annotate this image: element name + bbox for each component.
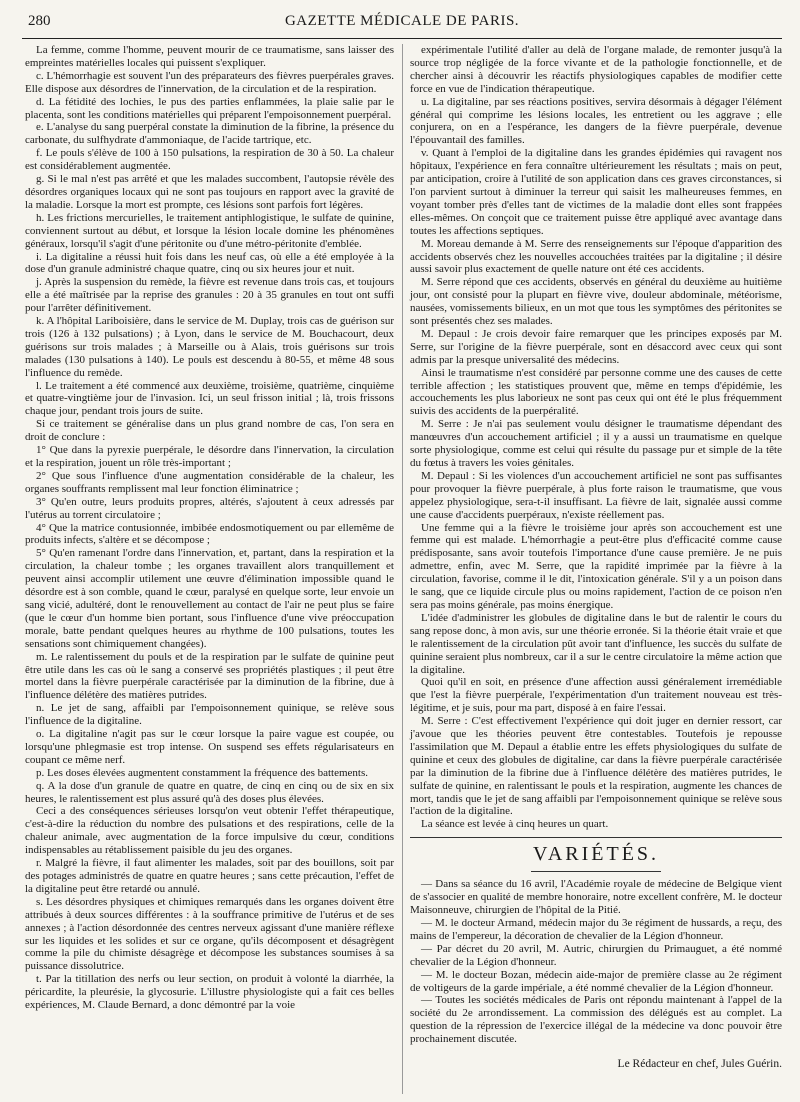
article-paragraph: t. Par la titillation des nerfs ou leur section, on produit à volonté la diarrhée, la péricardite, la pleurésie, la glycosurie. L'illustre physiologiste qui a fait ces belles expériences, M. Claude Bernard, a donc démontré par la voie [25, 973, 394, 1012]
left-column [25, 44, 394, 1094]
news-item: — M. le docteur Armand, médecin major du 3e régiment de hussards, a reçu, des mains de l'empereur, la décoration de chevalier de la Légion d'honneur. [410, 917, 782, 942]
article-paragraph: M. Serre : C'est effectivement l'expérience qui doit juger en dernier ressort, car j'avoue que les théories peuvent être contestables. Toutefois je repousse l'assimilation que M. Depaul a établie entre les effets physiologiques du sulfate de quinine et ceux des globules de digitaline, car dans la fièvre puerpérale caractérisée par la diminution de la fibrine due à l'influence délétère des matières putrides, le sulfate de quinine, en ralentissant le pouls et la respiration, augmente les chances de mort, tandis que le jet de sang affaibli par l'empoisonnement quinique se relève sous l'action de la digitaline. [410, 715, 782, 818]
article-paragraph: k. A l'hôpital Lariboisière, dans le service de M. Duplay, trois cas de guérison sur trois (126 à 132 pulsations) ; à Lyon, dans le service de M. Bouchacourt, deux guérisons sur trois malades ; à Marseille ou à Alais, trois guérisons sur trois malades (130 pulsations à 140). Le pouls est descendu à 80-55, et même 48 sous l'influence du remède. [25, 315, 394, 379]
article-paragraph: 5° Qu'en ramenant l'ordre dans l'innervation, et, partant, dans la respiration et la circulation, la chaleur tombe ; les organes travaillent alors tranquillement et peuvent ainsi accomplir utilement une œuvre d'élimination impossible quand le désordre est à son comble, quand le cœur, paralysé en quelque sorte, leur envoie un sang vicié, adultéré, dont le renouvellement au contact de l'air ne peut plus se faire (que le cœur d'un homme bien portant, sous l'influence d'une vive préoccupation morale, batte pendant quelques heures au rhythme de 100 pulsations, toutes les sensations sont chimiquement changées). [25, 547, 394, 650]
article-paragraph: Une femme qui a la fièvre le troisième jour après son accouchement est une femme qui est malade. L'hémorrhagie a peut-être plus d'efficacité comme cause prédisposante, sans avoir toutefois l'importance d'une cause première. Je ne puis admettre, enfin, avec M. Serre, que la rapidité imprimée par la fièvre à la circulation, favorise, comme il le dit, l'intoxication générale. S'il y a un poison dans le sang, que ce liquide circule plus ou moins rapidement, l'action de ce poison n'en sera pas moins générale, pas moins énergique. [410, 521, 782, 611]
article-paragraph: p. Les doses élevées augmentent constamment la fréquence des battements. [36, 766, 369, 779]
article-paragraph: M. Depaul : Si les violences d'un accouchement artificiel ne sont pas suffisantes pour provoquer la fièvre puerpérale, à plus forte raison le traumatisme, que vous appelez physiologique, sera-t-il insuffisant. La fièvre de lait, signalée aussi comme une cause d'accidents puerpéraux, n'existe réellement pas. [410, 469, 782, 521]
article-paragraph: e. L'analyse du sang puerpéral constate la diminution de la fibrine, la présence du carbonate, du sulfhydrate d'ammoniaque, de l'acide tartrique, etc. [25, 121, 394, 147]
article-paragraph: v. Quant à l'emploi de la digitaline dans les grandes épidémies qui ravagent nos hôpitaux, l'expérience en fera connaître ultérieurement les résultats ; mais on peut, par anticipation, croire à l'utilité de son application dans ces graves circonstances, si l'on parvient surtout à diminuer la terreur qui saisit les malheureuses femmes, en voyant tomber près d'elles tant de victimes de la maladie dont elles sont frappées elles-mêmes. On conçoit que ce traitement puisse être appliqué avec avantage dans toutes les affections septiques. [410, 147, 782, 237]
news-item: — M. le docteur Bozan, médecin aide-major de première classe au 2e régiment de voltigeurs de la garde impériale, a été nommé chevalier de la Légion d'honneur. [410, 968, 782, 994]
article-paragraph: n. Le jet de sang, affaibli par l'empoisonnement quinique, se relève sous l'influence de la digitaline. [25, 702, 394, 728]
editor-signature: Le Rédacteur en chef, Jules Guérin. [617, 1058, 782, 1071]
article-paragraph: m. Le ralentissement du pouls et de la respiration par le sulfate de quinine peut être utile dans les cas où le sang a conservé ses propriétés plastiques ; il peut être mortel dans la fièvre puerpérale caractérisée par la diminution de la fibrine, due à l'influence délétère des matières putrides. [25, 650, 394, 702]
news-item: — Toutes les sociétés médicales de Paris ont répondu maintenant à l'appel de la société du 2e arrondissement. La commission des délégués est au complet. La question de la répression de l'exercice illégal de la médecine va donc pouvoir être prochainement discutée. [410, 994, 782, 1046]
article-paragraph: s. Les désordres physiques et chimiques remarqués dans les organes doivent être attribués à deux sources différentes : à la souffrance primitive de l'utérus et de ses annexes ; à l'action désordonnée des centres nerveux agissant d'une manière réflexe sur les liquides et les solides et sur ce organe, qu'ils décomposent et désagrègent comme la pile du chimiste désagrège et décompose les substances soumises à sa puissance dissolutrice. [25, 895, 394, 973]
section-rule [410, 837, 782, 838]
page-number: 280 [28, 13, 51, 29]
article-paragraph: M. Depaul : Je crois devoir faire remarquer que les principes exposés par M. Serre, sur l'origine de la fièvre puerpérale, sont en désaccord avec ceux qui sont admis par la presque universalité des médecins. [410, 327, 782, 366]
article-paragraph: M. Serre répond que ces accidents, observés en général du deuxième au huitième jour, ont consisté pour la plupart en fièvre vive, douleur abdominale, météorisme, nausées, vomissements bilieux, en un mot que tous les symptômes des péritonites se sont présentés chez ses malades. [410, 276, 782, 328]
article-paragraph: Ainsi le traumatisme n'est considéré par personne comme une des causes de cette terrible affection ; les statistiques prouvent que, même en temps d'épidémie, les accouchements les plus laborieux ne sont pas ceux qui ont été le plus fréquemment suivis des accidents de la puerpéralité. [410, 366, 782, 418]
journal-title: GAZETTE MÉDICALE DE PARIS. [284, 13, 520, 29]
article-paragraph: La femme, comme l'homme, peuvent mourir de ce traumatisme, sans laisser des empreintes matérielles locales qui puissent s'expliquer. [25, 44, 394, 69]
article-paragraph: r. Malgré la fièvre, il faut alimenter les malades, soit par des bouillons, soit par des potages administrés de quatre en quatre heures ; sans cette précaution, l'effet de la digitaline peut être retardé ou annulé. [25, 857, 394, 895]
heading-underline [531, 871, 661, 872]
varietes-list [410, 878, 782, 1046]
article-paragraph: f. Le pouls s'élève de 100 à 150 pulsations, la respiration de 30 à 50. La chaleur est considérablement augmentée. [25, 147, 394, 173]
article-paragraph: Quoi qu'il en soit, en présence d'une affection aussi généralement irremédiable que l'est la fièvre puerpérale, l'expérimentation d'un traitement nouveau est très-légitime, et je suis, pour ma part, disposé à en faire l'essai. [410, 676, 782, 715]
news-item: — Dans sa séance du 16 avril, l'Académie royale de médecine de Belgique vient de s'associer en qualité de membre honoraire, notre excellent confrère, M. le docteur Maisonneuve, chirurgien de l'hôpital de la Pitié. [410, 878, 782, 917]
article-paragraph: d. La fétidité des lochies, le pus des parties enflammées, la plaie salie par le placenta, sont les conditions matérielles qui préparent l'empoisonnement puerpéral. [25, 95, 394, 121]
news-item: — Par décret du 20 avril, M. Autric, chirurgien du Primauguet, a été nommé chevalier de la Légion d'honneur. [410, 942, 782, 968]
column-divider [402, 44, 403, 1094]
article-paragraph: expérimentale l'utilité d'aller au delà de l'organe malade, de remonter jusqu'à la source trop négligée de la force vivante et de la pathologie fonctionnelle, et de chercher ainsi à découvrir les réactifs physiologiques capables de modifier cette force en vue de l'indication thérapeutique. [410, 44, 782, 95]
varietes-heading: VARIÉTÉS. [532, 843, 660, 866]
right-column [410, 44, 782, 1094]
article-paragraph: l. Le traitement a été commencé aux deuxième, troisième, quatrième, cinquième et quatre-vingtième jour de l'invasion. Ici, un seul frisson initial ; là, trois frissons chaque jour, pendant trois jours de suite. [25, 379, 394, 418]
page-header [22, 13, 782, 35]
article-paragraph: Si ce traitement se généralise dans un plus grand nombre de cas, l'on sera en droit de conclure : [25, 418, 394, 444]
article-paragraph: c. L'hémorrhagie est souvent l'un des préparateurs des fièvres puerpérales graves. Elle dispose aux désordres de l'innervation, de la circulation et de la respiration. [25, 69, 394, 95]
article-paragraph: o. La digitaline n'agit pas sur le cœur lorsque la paire vague est coupée, ou lorsqu'une phlegmasie est trop intense. On suspend ses effets régularisateurs en coupant ce même nerf. [25, 728, 394, 766]
article-paragraph: 2° Que sous l'influence d'une augmentation considérable de la chaleur, les organes souffrants remplissent mal leur fonction éliminatrice ; [25, 469, 394, 495]
article-paragraph: 3° Qu'en outre, leurs produits propres, altérés, s'ajoutent à ceux adressés par l'utérus au torrent circulatoire ; [25, 495, 394, 521]
article-paragraph: Ceci a des conséquences sérieuses lorsqu'on veut obtenir l'effet thérapeutique, c'est-à-dire la réduction du nombre des pulsations et des respirations, celle de la chaleur animale, avec augmentation de la force impulsive du cœur, conditions indispensables au rétablissement paisible du jeu des organes. [25, 805, 394, 857]
article-paragraph: L'idée d'administrer les globules de digitaline dans le but de ralentir le cours du sang repose donc, à mon avis, sur une théorie erronée. Si la théorie était vraie et que le ralentissement de la circulation pût avoir tant d'influence, les succès du sulfate de quinine seraient plus nombreux, car il a sur le centre circulatoire la même action que la digitaline. [410, 611, 782, 676]
session-closing: La séance est levée à cinq heures un quart. [421, 818, 609, 831]
article-paragraph: i. La digitaline a réussi huit fois dans les neuf cas, où elle a été employée à la dose d'un granule administré chaque quatre, cinq ou six heures jour et nuit. [25, 250, 394, 276]
article-paragraph: j. Après la suspension du remède, la fièvre est revenue dans trois cas, et toujours elle a été maîtrisée par la reprise des granules : 20 à 35 granules en tout ont suffi pour l'arrêter définitivement. [25, 276, 394, 315]
header-rule [22, 38, 782, 39]
article-paragraph: u. La digitaline, par ses réactions positives, servira désormais à dégager l'élément général qui comprime les lésions locales, les entretient ou les aggrave ; elle conjurera, on en a l'espérance, les dangers de la fièvre puerpérale, devenue l'épouvantail des familles. [410, 95, 782, 147]
article-paragraph: g. Si le mal n'est pas arrêté et que les malades succombent, l'autopsie révèle des désordres organiques locaux qui ne sont pas toujours en rapport avec la gravité de la maladie. Lorsque la mort est prompte, ces lésions sont parfois fort légères. [25, 173, 394, 211]
article-paragraph: h. Les frictions mercurielles, le traitement antiphlogistique, le sulfate de quinine, conviennent surtout au début, et lorsque la lésion locale domine les phénomènes généraux, lorsqu'il s'agit d'une péritonite ou d'une métro-péritonite d'emblée. [25, 211, 394, 250]
right-column-text [410, 44, 782, 818]
article-paragraph: q. A la dose d'un granule de quatre en quatre, de cinq en cinq ou de six en six heures, le ralentissement est plus assuré qu'à des doses plus élevées. [25, 779, 394, 805]
article-paragraph: M. Serre : Je n'ai pas seulement voulu désigner le traumatisme dépendant des manœuvres d'un accouchement artificiel ; il y a aussi un traumatisme en quelque sorte physiologique, comme est celui qui résulte du passage pur et simple de la tête du fœtus à travers les voies génitales. [410, 418, 782, 469]
article-paragraph: M. Moreau demande à M. Serre des renseignements sur l'époque d'apparition des accidents observés chez les nouvelles accouchées traitées par la digitaline ; il désire aussi savoir plus exactement de quelle nature ont été ces accidents. [410, 237, 782, 276]
article-paragraph: 1° Que dans la pyrexie puerpérale, le désordre dans l'innervation, la circulation et la respiration, jouent un rôle très-important ; [25, 444, 394, 469]
article-paragraph: 4° Que la matrice contusionnée, imbibée endosmotiquement ou par ellemême de produits infects, s'altère et se décompose ; [25, 521, 394, 547]
